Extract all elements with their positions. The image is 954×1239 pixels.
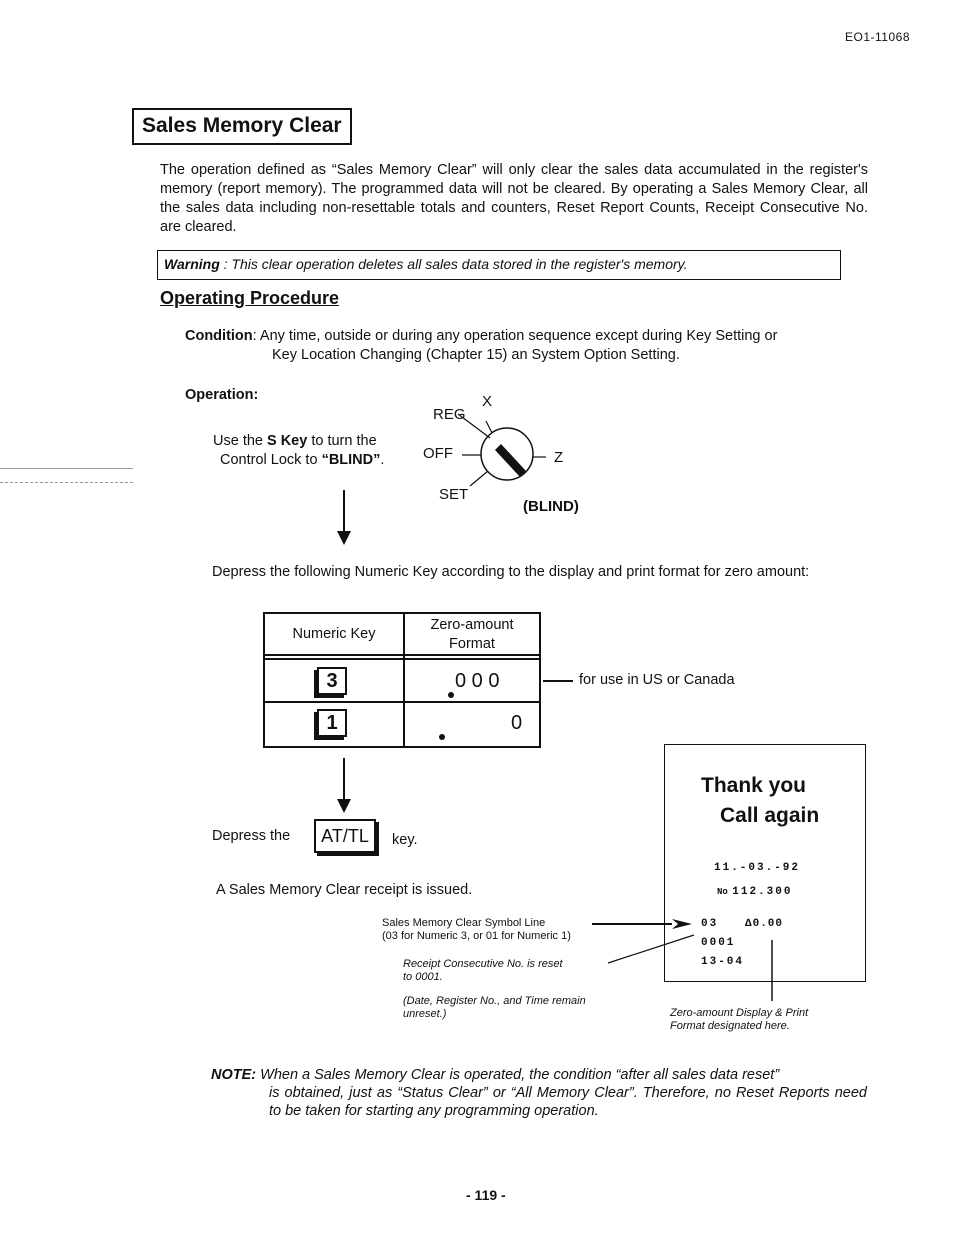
receipt-issued-text: A Sales Memory Clear receipt is issued. bbox=[216, 882, 473, 898]
annotation-consecutive-1: Receipt Consecutive No. is reset bbox=[403, 958, 563, 970]
lock-z-label: Z bbox=[554, 449, 564, 466]
decimal-dot bbox=[448, 692, 454, 698]
depress-numeric-text: Depress the following Numeric Key according to the display and print format for zero amount: bbox=[212, 564, 810, 580]
intro-paragraph: The operation defined as “Sales Memory Clear” will only clear the sales data accumulated in the register's memory (report memory). The programmed data will not be cleared. By operating a Sales Memory Clear, all the sales data including non-resettable totals and counters, Reset Report Counts, Receipt Consecutive No. are cleared. bbox=[160, 162, 868, 235]
condition-label: Condition bbox=[185, 328, 253, 344]
format-value-us: 0 0 0 bbox=[455, 670, 500, 692]
note-paragraph bbox=[211, 1066, 867, 1120]
annotation-zero-display-2: Format designated here. bbox=[670, 1020, 790, 1032]
document-id: EO1-11068 bbox=[845, 30, 910, 44]
lock-x-label: X bbox=[482, 393, 493, 410]
flow-arrow-shaft bbox=[343, 758, 345, 800]
table-row-rule bbox=[265, 701, 539, 703]
receipt-symbol-code: 03 bbox=[701, 918, 719, 930]
table-header-rule bbox=[265, 654, 539, 656]
annotation-zero-display bbox=[670, 1007, 808, 1033]
annotation-symbol-line-1: Sales Memory Clear Symbol Line bbox=[382, 917, 546, 929]
blind-label: “BLIND” bbox=[321, 452, 381, 468]
annotation-zero-display-1: Zero-amount Display & Print bbox=[670, 1007, 809, 1019]
note-label: NOTE: bbox=[211, 1067, 257, 1083]
margin-mark bbox=[0, 468, 133, 483]
annotation-unreset bbox=[403, 995, 586, 1021]
receipt-no-label: No bbox=[717, 887, 728, 897]
annotation-symbol-line bbox=[382, 917, 571, 943]
receipt-register-no bbox=[717, 881, 792, 899]
warning-box bbox=[157, 250, 841, 280]
lock-off-label: OFF bbox=[423, 445, 453, 462]
receipt-thanks-line1: Thank you bbox=[701, 774, 807, 797]
table-header-format-line2: Format bbox=[449, 636, 495, 652]
use-s-text-f: . bbox=[380, 452, 385, 468]
down-arrow-icon bbox=[337, 799, 351, 813]
receipt-no-value: 112.300 bbox=[732, 886, 793, 898]
down-arrow-icon bbox=[337, 531, 351, 545]
page-title: Sales Memory Clear bbox=[132, 108, 352, 145]
key-word: key. bbox=[392, 832, 418, 848]
receipt-consecutive-no: 0001 bbox=[701, 937, 736, 949]
annotation-leaders bbox=[590, 915, 790, 1005]
depress-the-text: Depress the bbox=[212, 828, 291, 844]
condition-line1: : Any time, outside or during any operation sequence except during Key Setting or bbox=[252, 328, 778, 344]
decimal-dot bbox=[439, 734, 445, 740]
annotation-unreset-1: (Date, Register No., and Time remain bbox=[403, 995, 586, 1007]
leader-line bbox=[543, 680, 573, 682]
format-value-other: 0 bbox=[511, 712, 523, 734]
annotation-unreset-2: unreset.) bbox=[403, 1008, 447, 1020]
for-us-text: for use in US or Canada bbox=[579, 672, 735, 688]
annotation-symbol-line-2: (03 for Numeric 3, or 01 for Numeric 1) bbox=[382, 930, 571, 942]
note-line1: When a Sales Memory Clear is operated, the condition “after all sales data reset” bbox=[256, 1067, 780, 1083]
table-header-numeric-key: Numeric Key bbox=[292, 626, 376, 642]
attl-key: AT/TL bbox=[314, 819, 376, 853]
use-s-text-a: Use the bbox=[213, 433, 267, 449]
table-header-format-line1: Zero-amount bbox=[430, 617, 514, 633]
use-s-text-d: Control Lock to bbox=[220, 452, 322, 468]
operation-label: Operation: bbox=[185, 387, 259, 403]
condition-paragraph bbox=[185, 327, 869, 365]
condition-line2: Key Location Changing (Chapter 15) an System Option Setting. bbox=[272, 347, 680, 363]
section-heading: Operating Procedure bbox=[160, 288, 340, 308]
receipt-time: 13-04 bbox=[701, 956, 745, 968]
page-number: - 119 - bbox=[466, 1187, 506, 1203]
lock-blind-label: (BLIND) bbox=[523, 498, 579, 515]
lock-reg-label: REG bbox=[433, 406, 466, 423]
table-header-format bbox=[403, 614, 541, 654]
lock-set-label: SET bbox=[439, 486, 469, 503]
numeric-key-3: 3 bbox=[317, 667, 347, 695]
zero-amount-table bbox=[263, 612, 541, 748]
numeric-key-1: 1 bbox=[317, 709, 347, 737]
warning-text: : This clear operation deletes all sales data stored in the register's memory. bbox=[219, 256, 688, 272]
use-s-key-text bbox=[213, 432, 384, 470]
note-rest: is obtained, just as “Status Clear” or “All Memory Clear”. Therefore, no Reset Reports need to be taken for starting any programming operation. bbox=[269, 1085, 867, 1119]
receipt-thanks-line2: Call again bbox=[720, 804, 820, 827]
receipt-symbol-amount: ∆0.00 bbox=[745, 918, 784, 930]
annotation-consecutive bbox=[403, 958, 563, 984]
receipt-date: 11.-03.-92 bbox=[714, 862, 801, 874]
table-divider bbox=[403, 614, 405, 746]
flow-arrow-shaft bbox=[343, 490, 345, 532]
use-s-text-c: to turn the bbox=[307, 433, 377, 449]
annotation-consecutive-2: to 0001. bbox=[403, 971, 443, 983]
use-s-line1 bbox=[213, 433, 377, 449]
s-key-label: S Key bbox=[267, 433, 308, 449]
table-header-rule bbox=[265, 658, 539, 660]
use-s-line2 bbox=[213, 451, 384, 470]
warning-label: Warning bbox=[164, 256, 220, 272]
receipt-message bbox=[701, 771, 819, 831]
